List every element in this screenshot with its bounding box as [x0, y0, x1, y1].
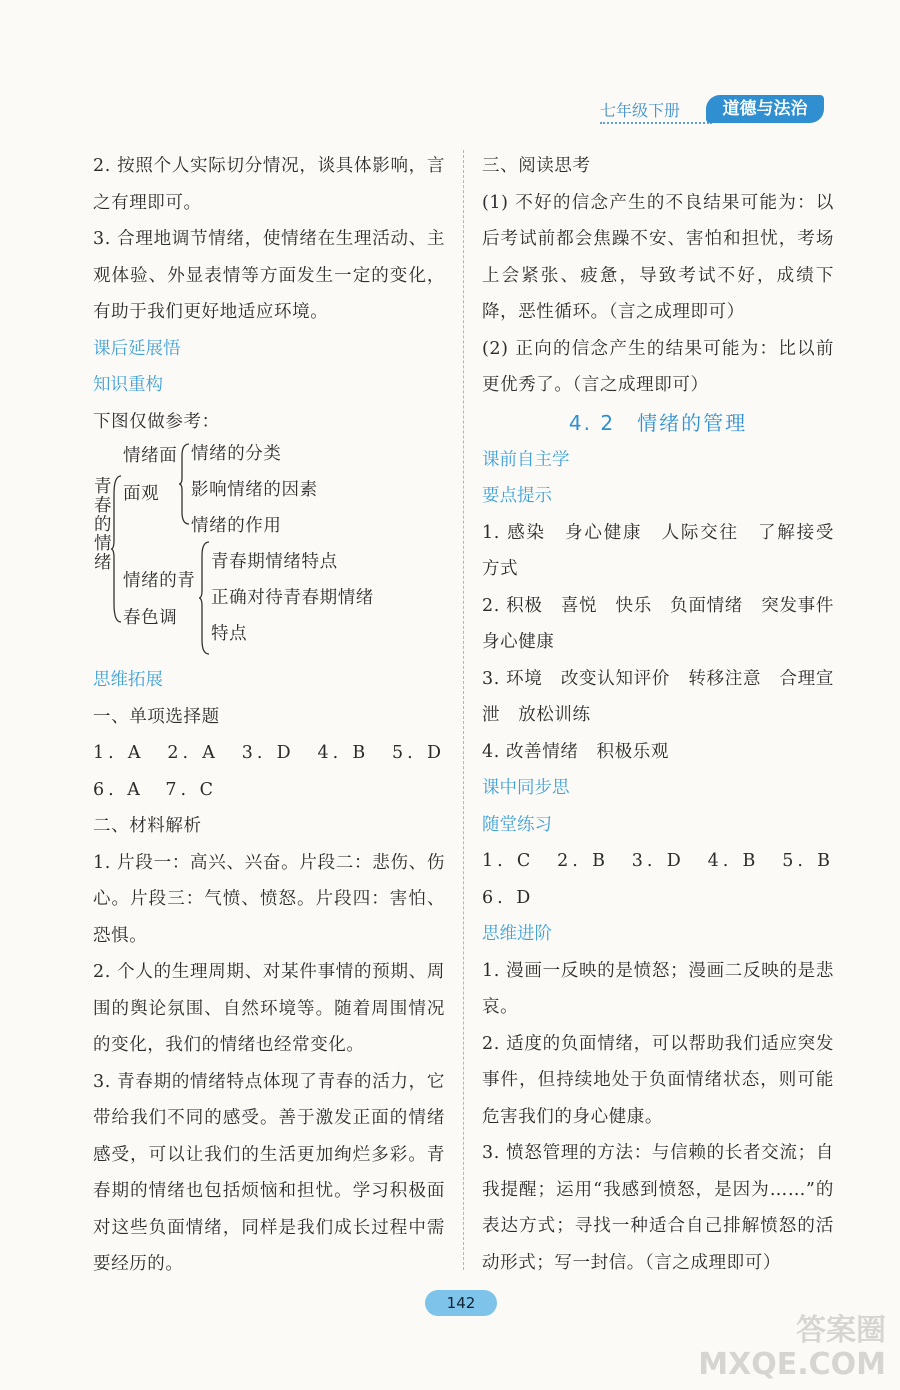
branch2-brace: [199, 540, 211, 656]
page-number: 142: [425, 1290, 497, 1316]
heading-key-points: 要点提示: [482, 486, 552, 506]
answer-paragraph: 3. 愤怒管理的方法：与信赖的长者交流；自我提醒；运用“我感到愤怒，是因为……”的表达方式；寻找一种适合自己排解愤怒的活动形式；写一封信。（言之成理即可）: [482, 1143, 834, 1273]
branch-youth-tone-line1: 情绪的青: [123, 571, 196, 591]
answer-paragraph: 3. 青春期的情绪特点体现了青春的活力，它带给我们不同的感受。善于激发正面的情绪感受，可以让我们的生活更加绚烂多彩。青春期的情绪也包括烦恼和担忧。学习积极面对这些负面情绪，同样是我们成长过程中需要经历的。: [93, 1071, 445, 1274]
section-title: 二、材料解析: [93, 816, 202, 836]
key-point: 2. 积极 喜悦 快乐 负面情绪 突发事件 身心健康: [482, 595, 853, 652]
heading-thinking-extension: 思维拓展: [93, 670, 163, 690]
answer-paragraph: 1. 漫画一反映的是愤怒；漫画二反映的是悲哀。: [482, 960, 834, 1017]
mind-map-leaf: 情绪的作用: [191, 516, 282, 536]
answer-paragraph: 3. 合理地调节情绪，使情绪在生理活动、主观体验、外显表情等方面发生一定的变化，有助于我们更好地适应环境。: [93, 229, 445, 322]
mind-map-leaf: 青春期情绪特点: [211, 552, 338, 572]
grade-label: 七年级下册: [600, 101, 681, 120]
answer-paragraph: (1) 不好的信念产生的不良结果可能为：以后考试前都会焦躁不安、害怕和担忧，考场上会紧张、疲惫，导致考试不好，成绩下降，恶性循环。（言之成理即可）: [482, 192, 834, 322]
answer-paragraph: 2. 按照个人实际切分情况，谈具体影响，言之有理即可。: [93, 156, 445, 213]
answer-paragraph: 1. 片段一：高兴、兴奋。片段二：悲伤、伤心。片段三：气愤、愤怒。片段四：害怕、恐惧。: [93, 852, 445, 946]
header-dotted-rule: [600, 122, 712, 124]
site-watermark: [698, 1314, 886, 1382]
section-title: 三、阅读思考: [482, 156, 591, 176]
watermark-logo-text: 答案圈: [796, 1313, 886, 1348]
answer-paragraph: (2) 正向的信念产生的结果可能为：比以前更优秀了。（言之成理即可）: [482, 338, 834, 395]
branch-emotion-aspects-line2: 面观: [123, 484, 160, 504]
mind-map-leaf: 特点: [211, 624, 248, 644]
heading-pre-class: 课前自主学: [482, 449, 570, 470]
section-title: 一、单项选择题: [93, 706, 220, 727]
subject-badge: 道德与法治: [706, 95, 824, 123]
branch-emotion-aspects-line1: 情绪面: [123, 446, 178, 466]
mind-map: [93, 440, 445, 662]
branch-youth-tone-line2: 春色调: [123, 608, 178, 628]
heading-in-class: 课中同步思: [482, 778, 570, 798]
mind-map-leaf: 情绪的分类: [191, 444, 282, 464]
key-point: 1. 感染 身心健康 人际交往 了解接受 方式: [482, 522, 853, 579]
watermark-url: MXQE.COM: [698, 1347, 886, 1382]
answer-paragraph: 2. 个人的生理周期、对某件事情的预期、周围的舆论氛围、自然环境等。随着周围情况的变化，我们的情绪也经常变化。: [93, 962, 445, 1055]
mind-map-root: 青 春 的 情 绪: [93, 477, 113, 573]
mind-map-leaf: 正确对待青春期情绪: [211, 588, 374, 608]
key-point: 4. 改善情绪 积极乐观: [482, 741, 669, 762]
mind-map-leaf: 影响情绪的因素: [191, 480, 318, 500]
root-brace: [111, 474, 123, 624]
choice-answers: 1. A 2. A 3. D 4. B 5. D 6. A 7. C: [93, 743, 467, 800]
column-divider: [463, 150, 464, 1270]
heading-practice: 随堂练习: [482, 814, 552, 835]
heading-knowledge-rebuild: 知识重构: [93, 375, 163, 395]
key-point: 3. 环境 改变认知评价 转移注意 合理宣泄 放松训练: [482, 668, 834, 725]
heading-after-class: 课后延展悟: [93, 338, 181, 359]
answer-paragraph: 2. 适度的负面情绪，可以帮助我们适应突发事件，但持续地处于负面情绪状态，则可能危害我们的身心健康。: [482, 1033, 834, 1127]
heading-advanced-thinking: 思维进阶: [482, 924, 552, 944]
right-column: [482, 148, 856, 1281]
left-column: [93, 148, 467, 1283]
branch1-brace: [179, 442, 191, 526]
practice-answers: 1. C 2. B 3. D 4. B 5. B 6. D: [482, 851, 856, 908]
lesson-title: 4. 2 情绪的管理: [568, 410, 748, 435]
reference-note: 下图仅做参考：: [93, 411, 220, 432]
